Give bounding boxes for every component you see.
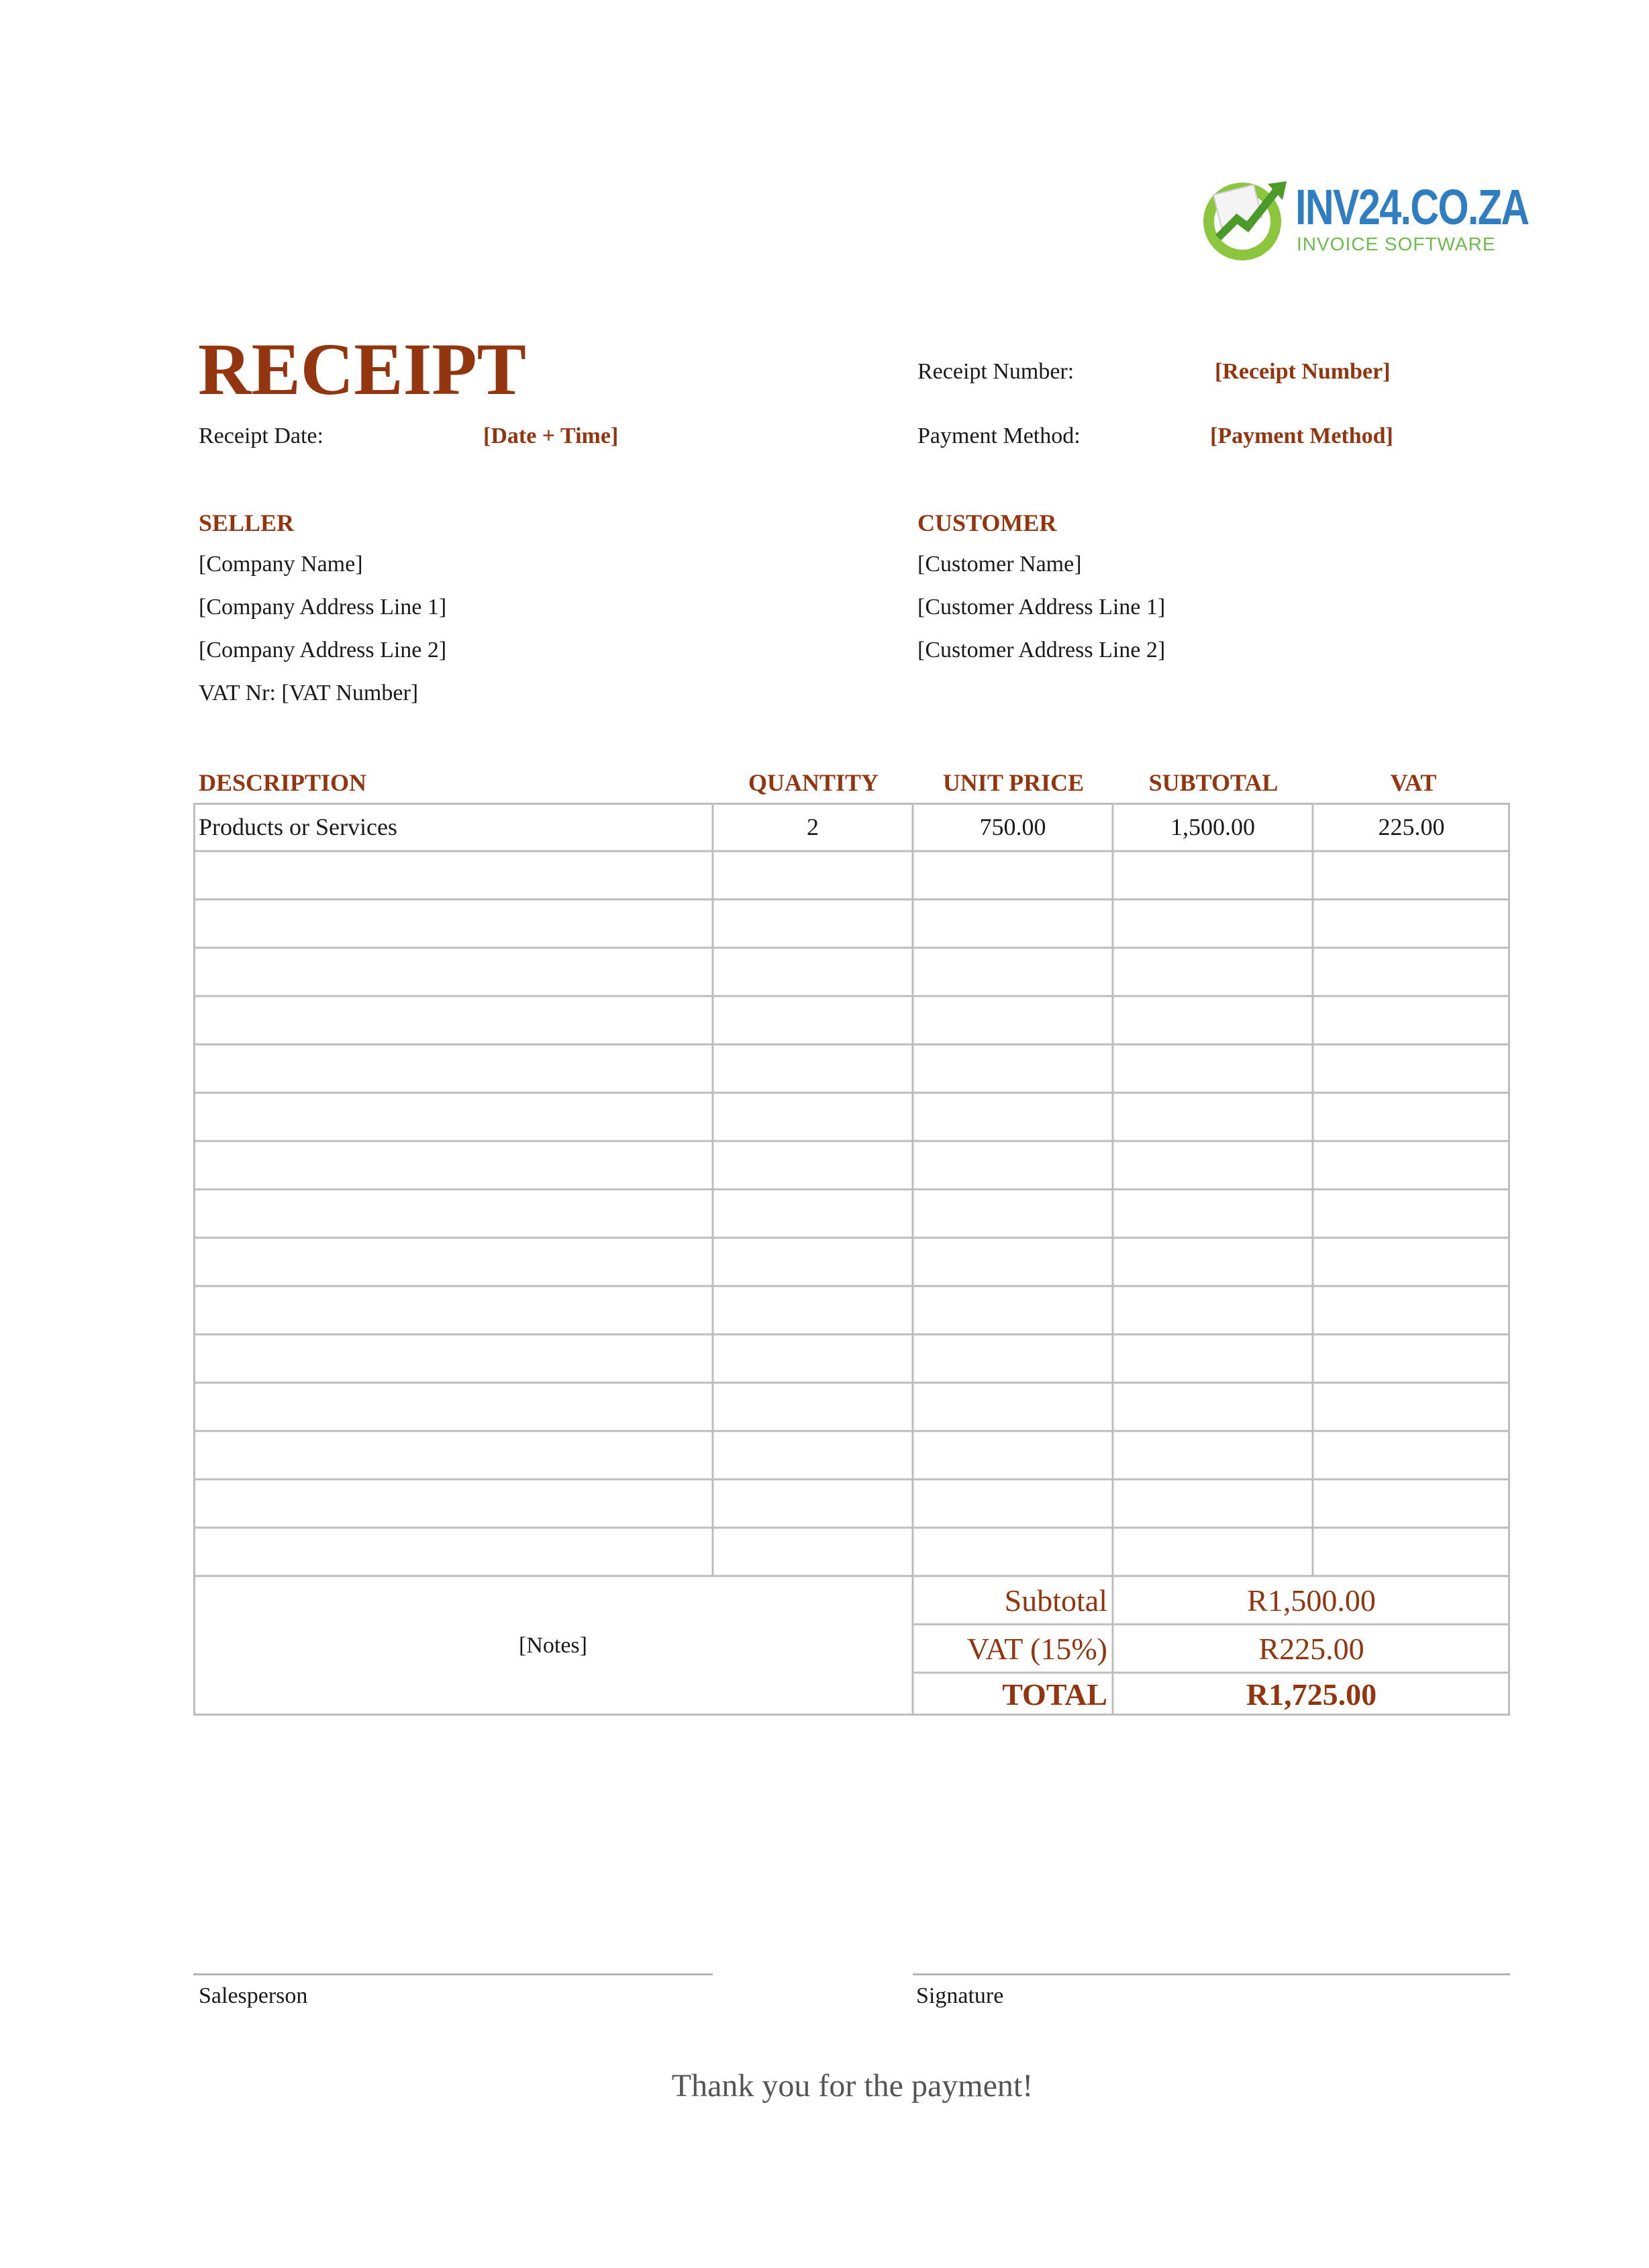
payment-method-label: Payment Method: bbox=[917, 424, 1081, 448]
page-title: RECEIPT bbox=[198, 328, 526, 410]
table-row-quantity[interactable]: 2 bbox=[807, 813, 819, 840]
col-header-subtotal: SUBTOTAL bbox=[1148, 769, 1279, 796]
customer-line: [Customer Name] bbox=[917, 552, 1082, 577]
receipt-date-value: [Date + Time] bbox=[483, 424, 619, 448]
seller-line: [Company Name] bbox=[199, 552, 363, 577]
seller-line: [Company Address Line 2] bbox=[199, 638, 447, 662]
vat-total-label: VAT (15%) bbox=[966, 1631, 1107, 1666]
receipt-date-label: Receipt Date: bbox=[199, 424, 323, 448]
seller-line: [Company Address Line 1] bbox=[199, 595, 447, 620]
receipt-number-value: [Receipt Number] bbox=[1215, 359, 1391, 384]
salesperson-label: Salesperson bbox=[199, 1983, 308, 2008]
customer-line: [Customer Address Line 1] bbox=[917, 595, 1166, 620]
customer-line: [Customer Address Line 2] bbox=[917, 638, 1166, 662]
vat-total-value: R225.00 bbox=[1258, 1631, 1364, 1666]
table-row-subtotal[interactable]: 1,500.00 bbox=[1170, 813, 1255, 840]
grand-total-value: R1,725.00 bbox=[1246, 1677, 1377, 1712]
salesperson-line bbox=[193, 1973, 713, 1975]
table-row-description[interactable]: Products or Services bbox=[199, 813, 397, 840]
logo-tagline: INVOICE SOFTWARE bbox=[1297, 234, 1496, 254]
chart-arrow-logo-icon bbox=[1198, 176, 1292, 263]
seller-heading: SELLER bbox=[199, 509, 295, 536]
col-header-quantity: QUANTITY bbox=[748, 769, 879, 796]
table-row-vat[interactable]: 225.00 bbox=[1378, 813, 1445, 840]
table-row-unit-price[interactable]: 750.00 bbox=[979, 813, 1046, 840]
payment-method-value: [Payment Method] bbox=[1210, 424, 1393, 448]
customer-heading: CUSTOMER bbox=[917, 509, 1057, 536]
receipt-number-label: Receipt Number: bbox=[917, 359, 1075, 384]
subtotal-label: Subtotal bbox=[1004, 1583, 1107, 1618]
thank-you-message: Thank you for the payment! bbox=[671, 2068, 1034, 2104]
col-header-vat: VAT bbox=[1390, 769, 1437, 796]
seller-line: VAT Nr: [VAT Number] bbox=[199, 681, 419, 705]
col-header-description: DESCRIPTION bbox=[199, 769, 367, 796]
items-table bbox=[193, 803, 1510, 1716]
signature-label: Signature bbox=[916, 1983, 1004, 2008]
col-header-unit-price: UNIT PRICE bbox=[942, 769, 1085, 796]
grand-total-label: TOTAL bbox=[1002, 1677, 1107, 1712]
signature-line bbox=[913, 1973, 1510, 1975]
logo-name: INV24.CO.ZA bbox=[1295, 179, 1529, 235]
notes-field[interactable]: [Notes] bbox=[519, 1633, 587, 1658]
subtotal-value: R1,500.00 bbox=[1247, 1583, 1376, 1618]
